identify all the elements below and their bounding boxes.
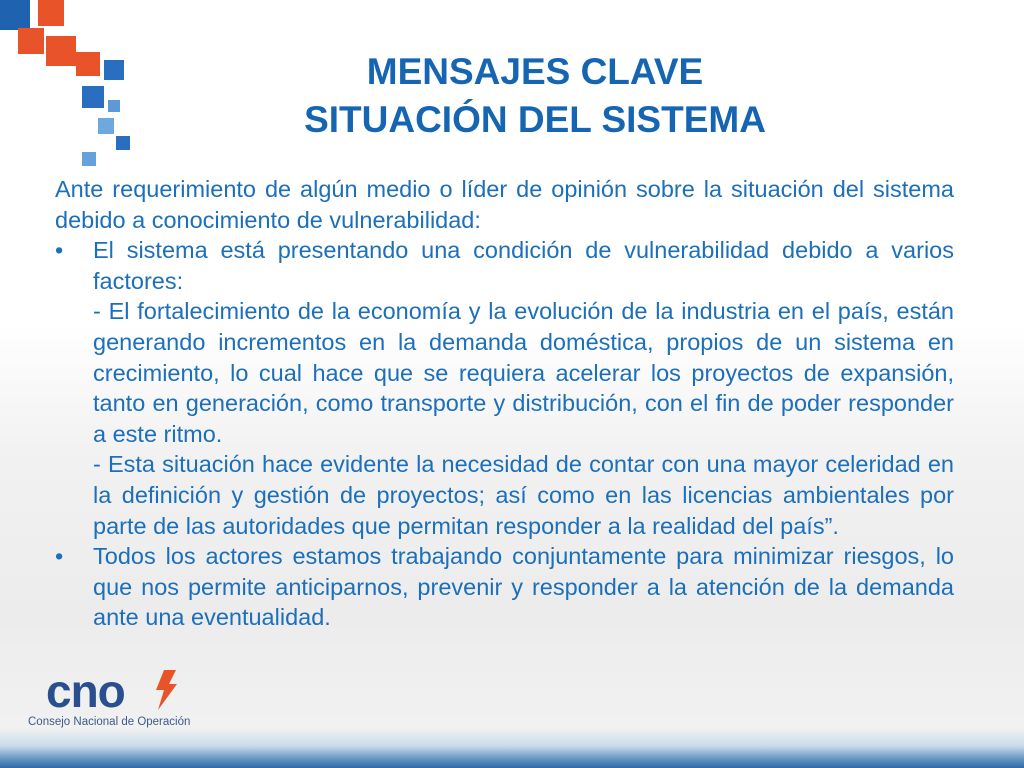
subitem-economy: - El fortalecimiento de la economía y la evolución de la industria en el país, están generando incrementos en la demanda doméstica, propios de un sistema en crecimiento, lo cual hace que se requiera acelerar los proyectos de expansión, tanto en generación, como transporte y distribución, con el fin de poder responder a este ritmo. xyxy=(93,298,954,447)
title-line-2: SITUACIÓN DEL SISTEMA xyxy=(304,99,766,140)
bullet-text-1: El sistema está presentando una condición de vulnerabilidad debido a varios factores: xyxy=(93,237,954,294)
bottom-gradient-bar xyxy=(0,728,1024,768)
logo-letters: cno xyxy=(46,665,125,717)
lightning-bolt-icon xyxy=(154,670,178,710)
title-line-1: MENSAJES CLAVE xyxy=(366,51,704,92)
logo-caption: Consejo Nacional de Operación xyxy=(28,716,191,728)
bullet-item-1 xyxy=(55,235,954,296)
bullet-text-2: Todos los actores estamos trabajando conjuntamente para minimizar riesgos, lo que nos permite anticiparnos, prevenir y responder a la atención de la demanda ante una eventualidad. xyxy=(93,543,954,631)
subitem-celerity: - Esta situación hace evidente la necesidad de contar con una mayor celeridad en la definición y gestión de proyectos; así como en las licencias ambientales por parte de las autoridades que permitan responder a la realidad del país”. xyxy=(93,451,954,539)
bullet-marker: • xyxy=(55,237,64,264)
decorative-squares xyxy=(0,0,140,175)
intro-paragraph: Ante requerimiento de algún medio o líder de opinión sobre la situación del sistema debido a conocimiento de vulnerabilidad: xyxy=(55,176,954,233)
slide-title xyxy=(180,48,890,144)
slide-body xyxy=(55,174,954,633)
bullet-item-2 xyxy=(55,541,954,633)
bullet-marker: • xyxy=(55,543,64,570)
cno-logo xyxy=(26,665,206,734)
